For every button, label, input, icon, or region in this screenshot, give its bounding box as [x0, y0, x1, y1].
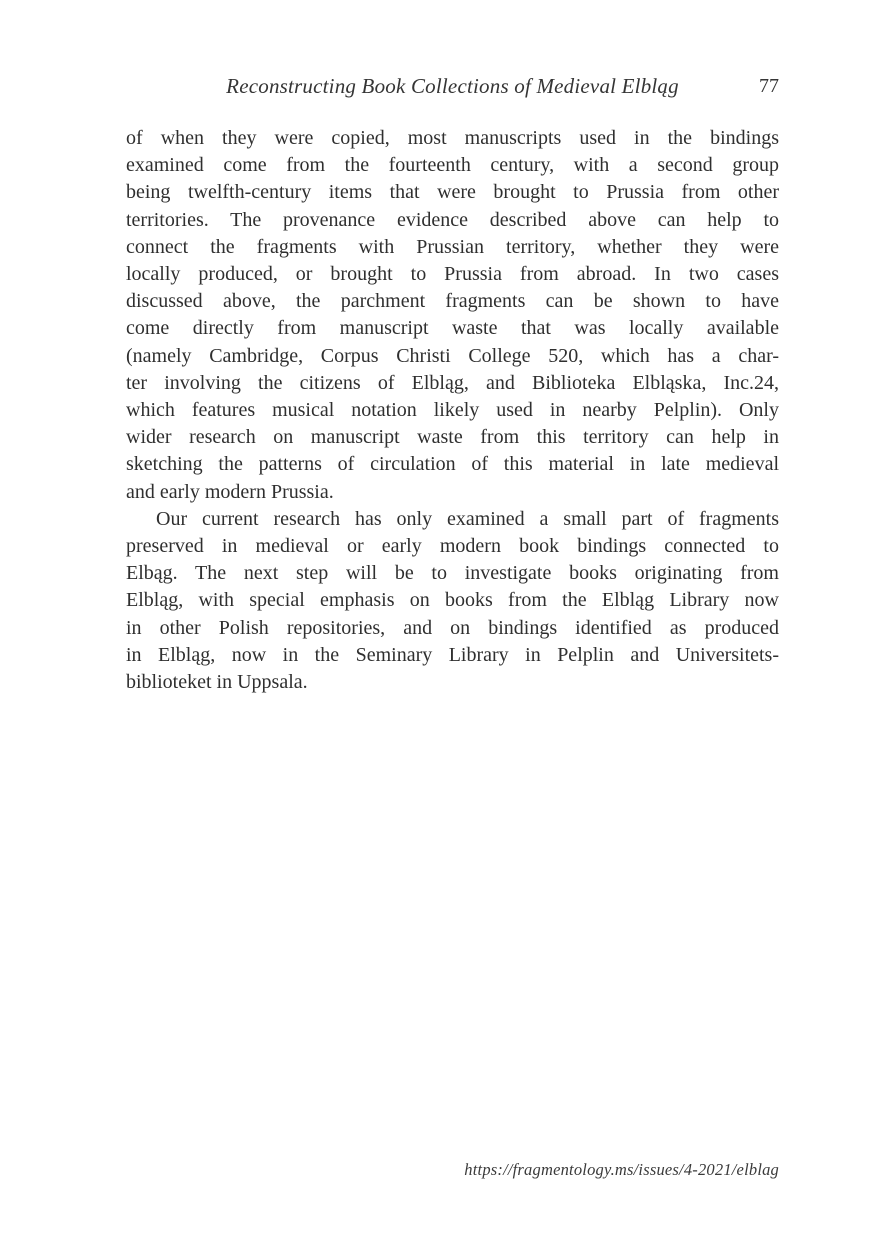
text-line: and early modern Prussia.	[126, 480, 334, 503]
paragraph	[126, 506, 779, 696]
text-line: Our current research has only examined a small part of fragments	[156, 507, 779, 530]
paragraph	[126, 125, 779, 506]
running-header	[126, 72, 779, 100]
text-line: Elbąg. The next step will be to investigate books originating from	[126, 562, 779, 585]
text-line: biblioteket in Uppsala.	[126, 671, 308, 694]
page-footer	[126, 1158, 779, 1182]
text-line: Elbląg, with special emphasis on books from the Elbląg Library now	[126, 589, 779, 612]
text-line: being twelfth-century items that were brought to Prussia from other	[126, 181, 779, 204]
text-line: (namely Cambridge, Corpus Christi College 520, which has a char-	[126, 344, 779, 367]
text-line: in other Polish repositories, and on bindings identified as produced	[126, 616, 779, 639]
text-line: of when they were copied, most manuscripts used in the bindings	[126, 127, 779, 149]
text-line: locally produced, or brought to Prussia from abroad. In two cases	[126, 263, 779, 286]
text-line: ter involving the citizens of Elbląg, and Biblioteka Elbląska, Inc.24,	[126, 371, 779, 394]
running-header-title: Reconstructing Book Collections of Medieval Elbląg	[226, 74, 679, 98]
text-line: preserved in medieval or early modern book bindings connected to	[126, 535, 779, 558]
text-line: come directly from manuscript waste that was locally available	[126, 317, 779, 340]
text-line: discussed above, the parchment fragments can be shown to have	[126, 290, 779, 313]
body-text	[126, 125, 779, 696]
text-line: wider research on manuscript waste from this territory can help in	[126, 426, 779, 449]
footer-url: https://fragmentology.ms/issues/4-2021/elblag	[464, 1160, 779, 1179]
text-line: connect the fragments with Prussian territory, whether they were	[126, 235, 779, 258]
page-number: 77	[759, 75, 779, 97]
text-line: which features musical notation likely used in nearby Pelplin). Only	[126, 399, 779, 422]
text-line: examined come from the fourteenth century, with a second group	[126, 154, 779, 177]
text-line: in Elbląg, now in the Seminary Library in Pelplin and Universitets-	[126, 643, 779, 666]
text-line: territories. The provenance evidence described above can help to	[126, 208, 779, 231]
text-line: sketching the patterns of circulation of this material in late medieval	[126, 453, 779, 476]
